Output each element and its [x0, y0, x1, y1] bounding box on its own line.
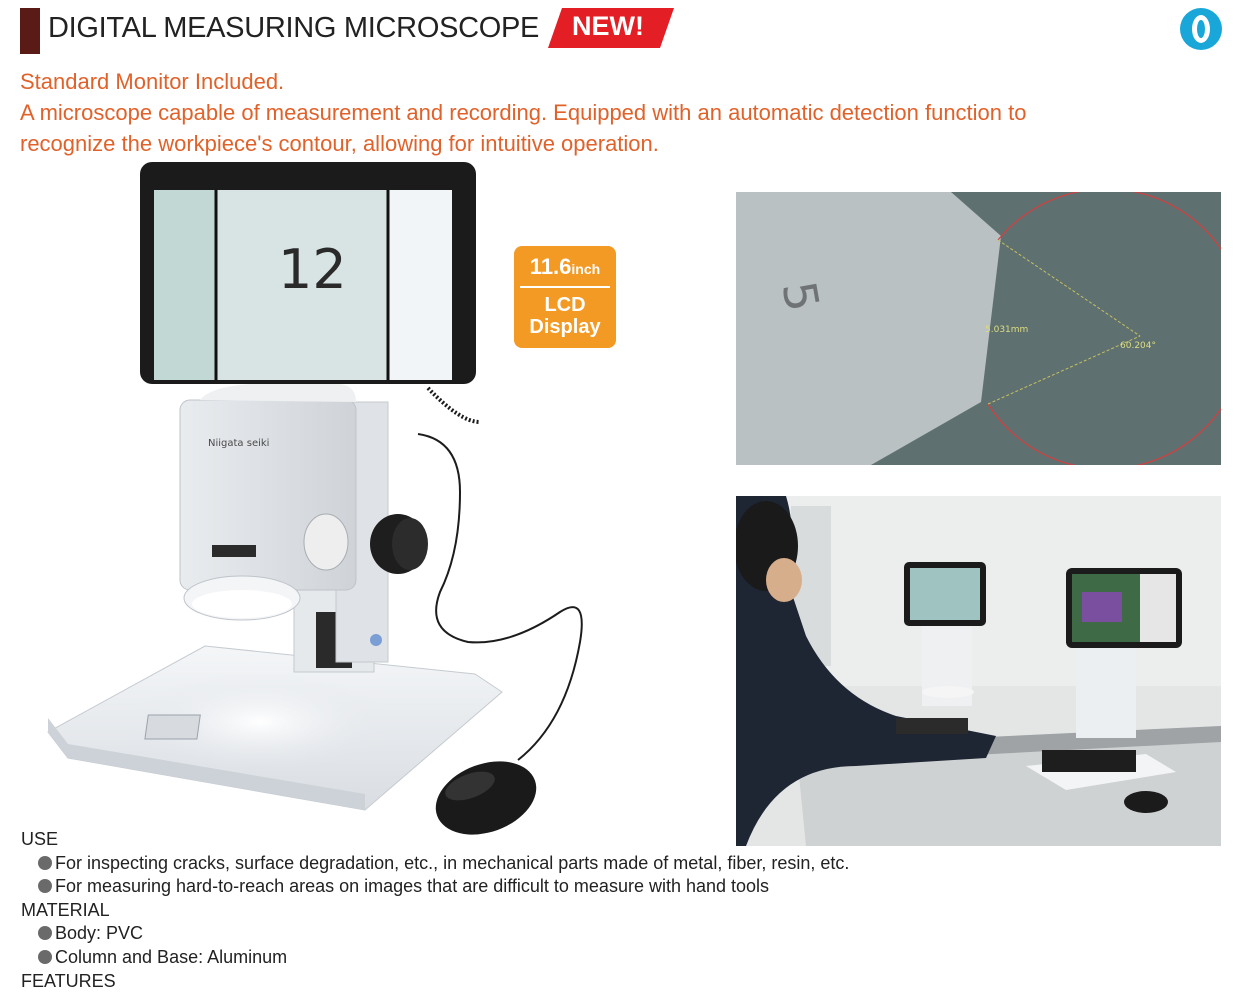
spec-list: [21, 828, 849, 993]
measurement-image: [736, 192, 1221, 465]
use-item: [21, 875, 849, 899]
lcd-label-line-1: LCD: [544, 294, 586, 316]
bullet-icon: [38, 950, 52, 964]
measurement-photo: [736, 192, 1221, 465]
material-item-text: Body: PVC: [55, 923, 144, 944]
brand-label: Niigata seiki: [208, 438, 270, 449]
material-item: [21, 922, 849, 946]
engraved-digit: 5: [771, 277, 830, 316]
lcd-size-value: 11.6: [529, 254, 572, 279]
intro-line-1: Standard Monitor Included.: [20, 69, 285, 94]
new-badge-label: NEW!: [572, 11, 644, 41]
lcd-label-line-2: Display: [529, 316, 601, 338]
material-heading: MATERIAL: [21, 899, 110, 920]
bullet-icon: [38, 926, 52, 940]
intro-line-3: recognize the workpiece's contour, allowing for intuitive operation.: [20, 131, 659, 156]
usage-scene-image: [736, 496, 1221, 846]
angle-readout: 60.204°: [1120, 341, 1156, 351]
lcd-size: [514, 254, 616, 280]
category-letter-glyph: [1192, 15, 1210, 43]
title-accent-bar: [20, 8, 40, 54]
bullet-icon: [38, 856, 52, 870]
screen-number: 12: [278, 238, 347, 301]
circle-o-category-icon: [1180, 8, 1222, 50]
distance-readout: 5.031mm: [985, 325, 1029, 335]
bullet-icon: [38, 879, 52, 893]
use-heading: USE: [21, 829, 59, 849]
lcd-badge-label: [514, 294, 616, 338]
use-item-text: For inspecting cracks, surface degradation, etc., in mechanical parts made of metal, fiber, resin, etc.: [55, 852, 850, 873]
page-title: DIGITAL MEASURING MICROSCOPE: [48, 12, 540, 44]
intro-text: [20, 66, 1220, 159]
lcd-size-unit: inch: [571, 261, 601, 277]
usage-photo: [736, 496, 1221, 846]
lcd-display-badge: [514, 246, 616, 348]
material-item-text: Column and Base: Aluminum: [55, 946, 288, 967]
intro-line-2: A microscope capable of measurement and recording. Equipped with an automatic detection function to: [20, 100, 1027, 125]
use-item: [21, 852, 849, 876]
lcd-badge-divider: [520, 286, 610, 288]
features-heading: FEATURES: [21, 970, 116, 991]
material-item: [21, 946, 849, 970]
use-item-text: For measuring hard-to-reach areas on images that are difficult to measure with hand tools: [55, 876, 770, 897]
